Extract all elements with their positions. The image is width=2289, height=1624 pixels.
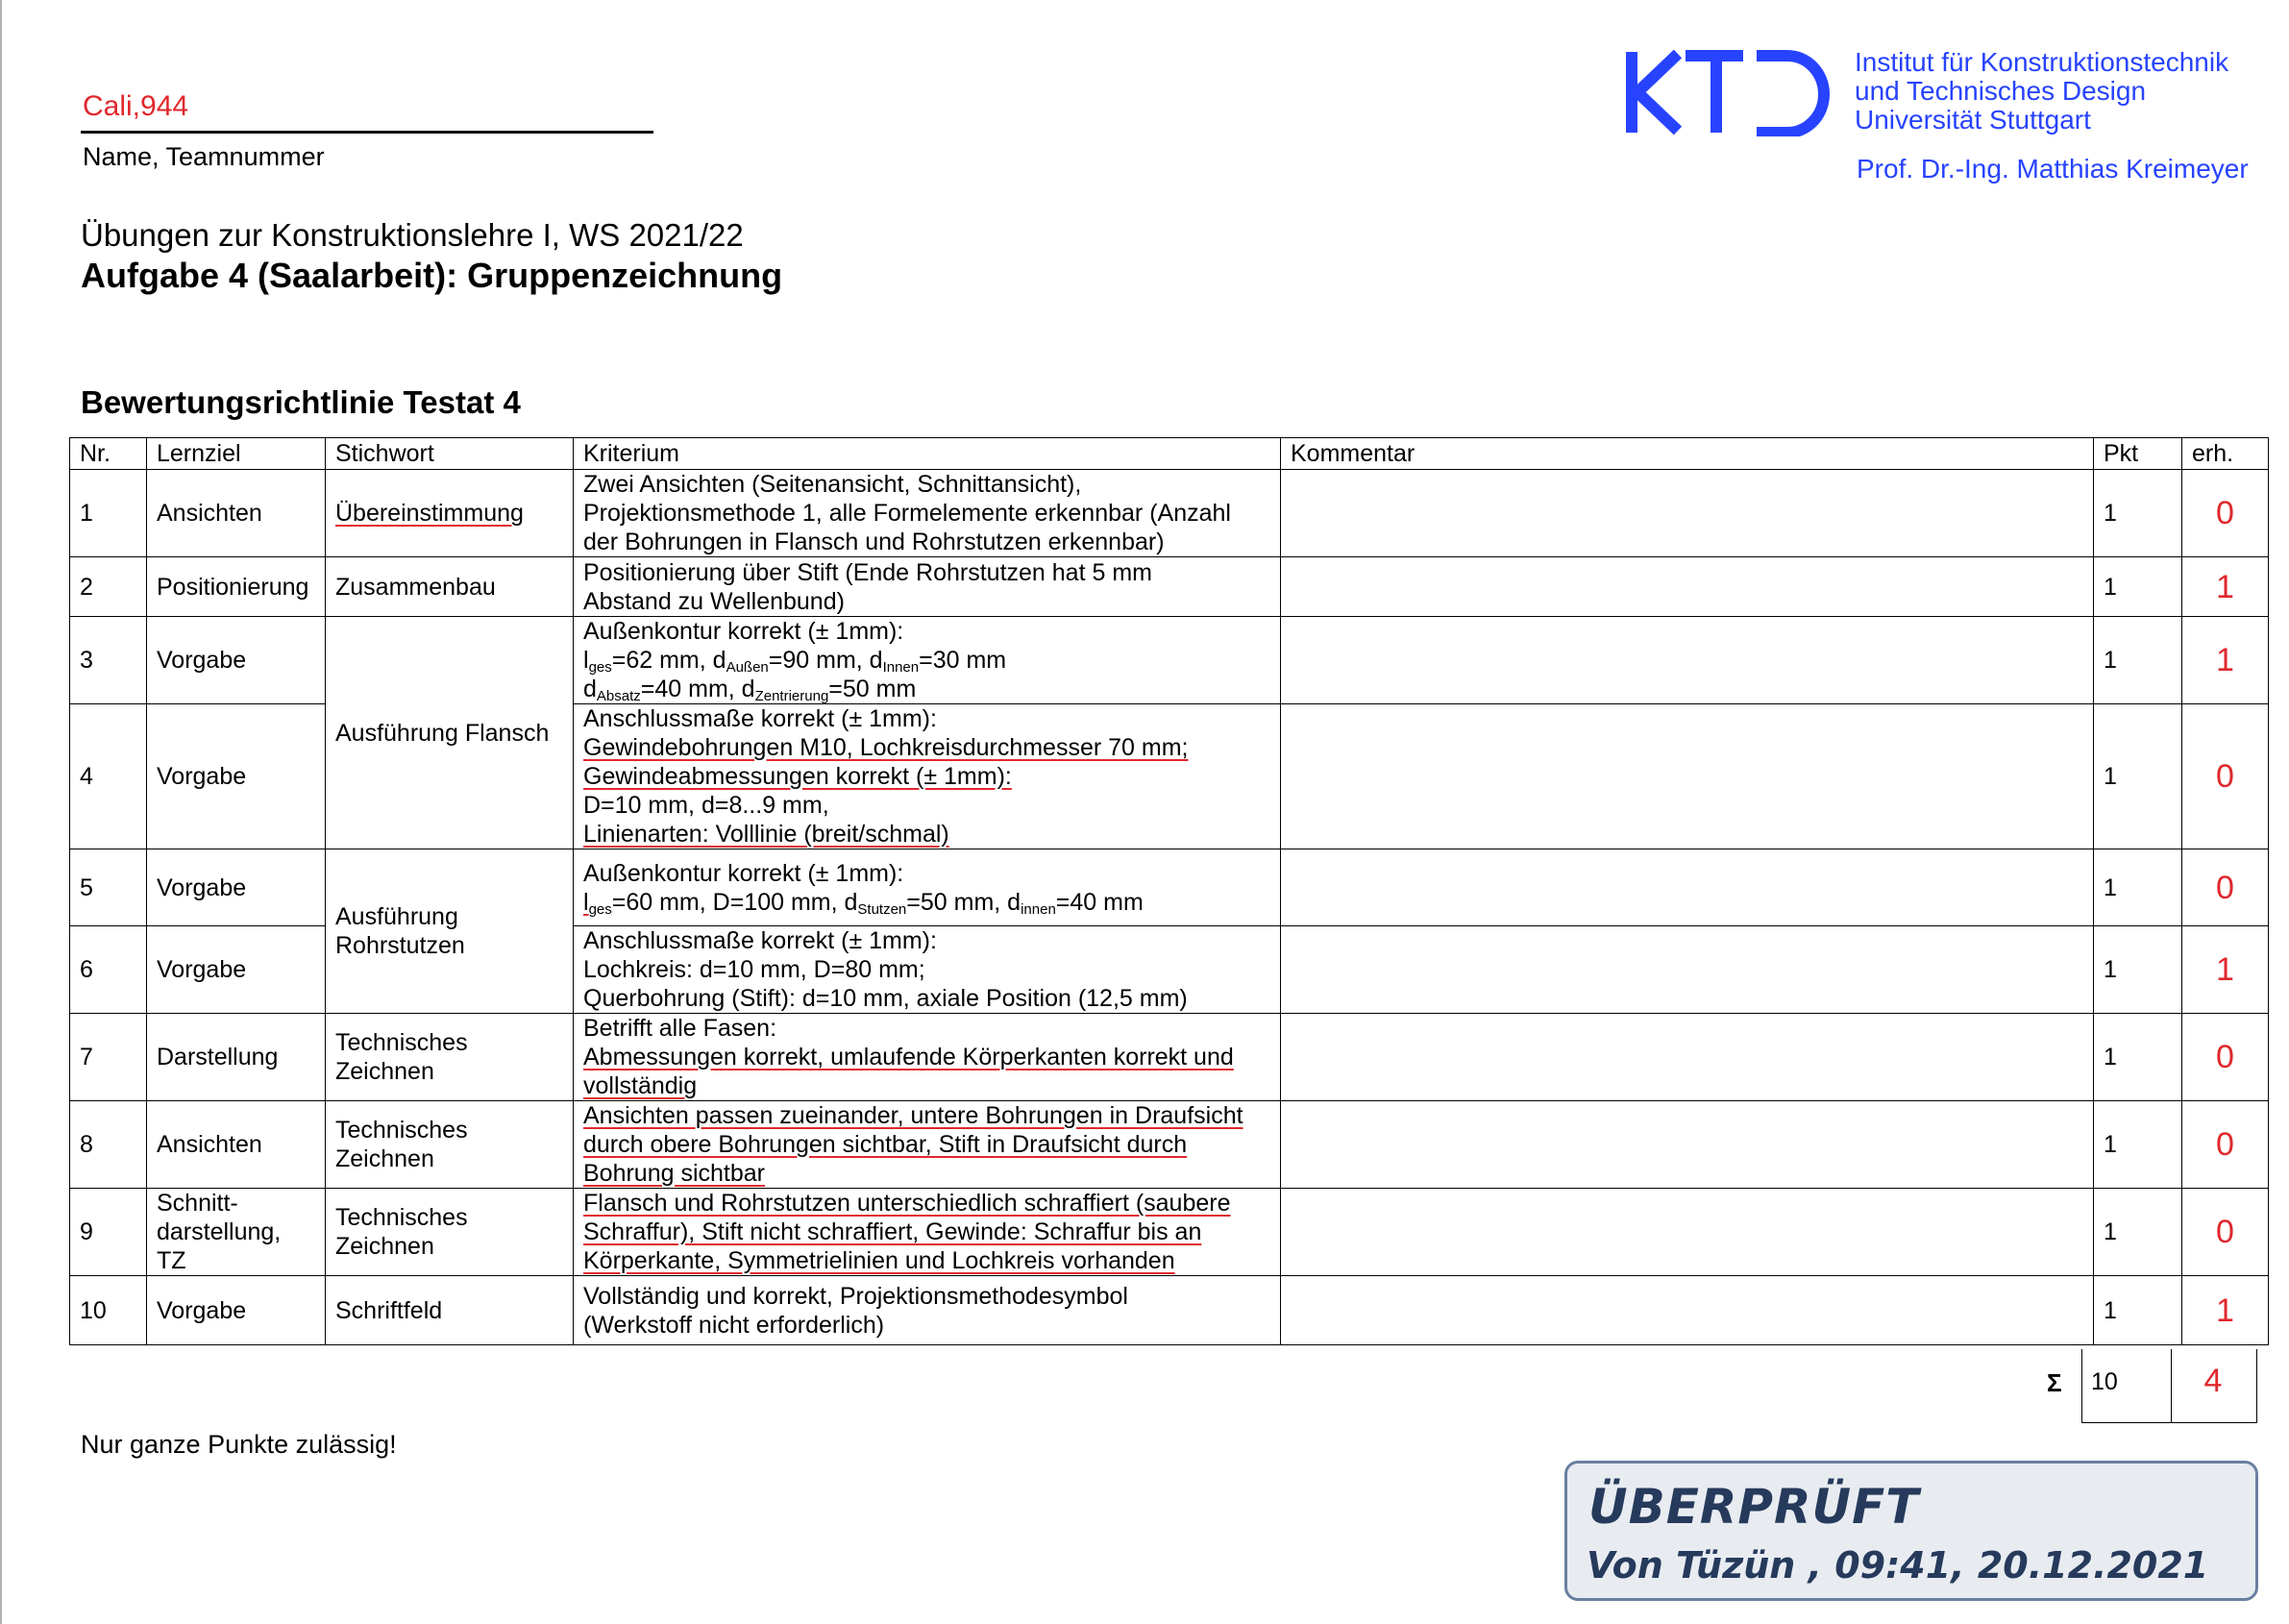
kriterium-line	[583, 675, 1270, 703]
cell-lernziel: Vorgabe	[147, 704, 326, 849]
kriterium-line: Querbohrung (Stift): d=10 mm, axiale Position (12,5 mm)	[583, 985, 1188, 1012]
cell-kommentar[interactable]	[1281, 1014, 2094, 1101]
table-header-row	[70, 438, 2269, 470]
kriterium-fragment: Körperkante, Symmetrielinien und Lochkreis vorhanden	[583, 1247, 1175, 1274]
table-row	[70, 1101, 2269, 1189]
ktd-logo	[1624, 48, 1835, 141]
kriterium-fragment: =40 mm	[1055, 888, 1144, 916]
col-header-nr: Nr.	[70, 438, 147, 470]
kriterium-line: Betrifft alle Fasen:	[583, 1015, 777, 1042]
kriterium-line: D=10 mm, d=8...9 mm,	[583, 792, 829, 819]
cell-erh: 1	[2182, 926, 2269, 1014]
cell-kriterium	[574, 849, 1281, 926]
cell-erh: 0	[2182, 704, 2269, 849]
institute-line-1: Institut für Konstruktionstechnik	[1855, 47, 2229, 77]
kriterium-fragment: Gewindebohrungen M10, Lochkreisdurchmesser 70 mm;	[583, 734, 1189, 761]
name-value: Cali,944	[83, 90, 189, 122]
kriterium-sub: Zentrierung	[754, 688, 829, 704]
points-note: Nur ganze Punkte zulässig!	[81, 1430, 397, 1459]
cell-pkt: 1	[2094, 470, 2182, 557]
kriterium-fragment: =62 mm, d	[611, 647, 726, 674]
kriterium-line: Vollständig und korrekt, Projektionsmethodesymbol	[583, 1282, 1128, 1310]
stamp-by: Von Tüzün , 09:41, 20.12.2021	[1587, 1544, 2209, 1587]
kriterium-line: Positionierung über Stift (Ende Rohrstutzen hat 5 mm	[583, 558, 1152, 586]
cell-kommentar[interactable]	[1281, 617, 2094, 704]
cell-pkt: 1	[2094, 1101, 2182, 1189]
table-row	[70, 849, 2269, 926]
table-row	[70, 1014, 2269, 1101]
kriterium-sub: Absatz	[596, 688, 641, 704]
cell-lernziel: Vorgabe	[147, 849, 326, 926]
kriterium-line: Zwei Ansichten (Seitenansicht, Schnittansicht),	[583, 471, 1082, 498]
kriterium-line	[583, 1130, 1270, 1159]
cell-lernziel: Vorgabe	[147, 617, 326, 704]
table-row	[70, 557, 2269, 617]
cell-stichwort: Schriftfeld	[326, 1276, 574, 1345]
kriterium-fragment: Flansch und Rohrstutzen unterschiedlich schraffiert (saubere	[583, 1190, 1231, 1217]
name-label: Name, Teamnummer	[83, 142, 325, 171]
kriterium-fragment: =90 mm, d	[768, 647, 883, 674]
cell-nr: 6	[70, 926, 147, 1014]
cell-kommentar[interactable]	[1281, 1101, 2094, 1189]
kriterium-fragment: Schraffur), Stift nicht schraffiert, Gewinde: Schraffur bis an	[583, 1218, 1202, 1245]
cell-stichwort: Zusammenbau	[326, 557, 574, 617]
kriterium-line	[583, 1043, 1270, 1071]
kriterium-sub: ges	[588, 659, 612, 676]
kriterium-fragment: =50 mm, d	[906, 888, 1021, 916]
kriterium-line	[583, 1218, 1270, 1246]
kriterium-fragment	[583, 889, 612, 916]
cell-pkt: 1	[2094, 1014, 2182, 1101]
cell-stichwort	[326, 470, 574, 557]
cell-kommentar[interactable]	[1281, 470, 2094, 557]
stamp-title: ÜBERPRÜFT	[1588, 1479, 1920, 1535]
kriterium-line	[583, 1246, 1270, 1275]
cell-erh: 1	[2182, 617, 2269, 704]
cell-kriterium	[574, 557, 1281, 617]
cell-lernziel: Positionierung	[147, 557, 326, 617]
kriterium-fragment: Ansichten passen zueinander, untere Bohrungen in Draufsicht	[583, 1102, 1243, 1129]
kriterium-sub: Außen	[726, 659, 769, 676]
name-underline	[81, 131, 653, 134]
cell-pkt: 1	[2094, 617, 2182, 704]
institute-name	[1855, 48, 2228, 135]
kriterium-line: Anschlussmaße korrekt (± 1mm):	[583, 705, 937, 732]
cell-pkt: 1	[2094, 1189, 2182, 1276]
grading-table	[69, 437, 2269, 1345]
cell-nr: 10	[70, 1276, 147, 1345]
kriterium-line: Außenkontur korrekt (± 1mm):	[583, 859, 904, 887]
kriterium-line: (Werkstoff nicht erforderlich)	[583, 1311, 885, 1339]
professor-name: Prof. Dr.-Ing. Matthias Kreimeyer	[1857, 154, 2249, 184]
cell-pkt: 1	[2094, 849, 2182, 926]
kriterium-sub: Innen	[882, 659, 920, 676]
page-edge	[0, 0, 2, 1624]
cell-kriterium	[574, 926, 1281, 1014]
kriterium-line: Anschlussmaße korrekt (± 1mm):	[583, 927, 937, 954]
kriterium-line: Projektionsmethode 1, alle Formelemente erkennbar (Anzahl	[583, 500, 1231, 527]
cell-kommentar[interactable]	[1281, 704, 2094, 849]
ktd-logo-icon	[1624, 48, 1835, 136]
cell-stichwort: Technisches Zeichnen	[326, 1189, 574, 1276]
kriterium-fragment: Linienarten: Volllinie (breit/schmal)	[583, 821, 949, 848]
kriterium-fragment: Abmessungen korrekt, umlaufende Körperkanten korrekt und	[583, 1044, 1234, 1070]
kriterium-fragment: durch obere Bohrungen sichtbar, Stift in Draufsicht durch	[583, 1131, 1188, 1158]
task-title: Aufgabe 4 (Saalarbeit): Gruppenzeichnung	[81, 256, 783, 295]
kriterium-fragment: =40 mm, d	[640, 676, 755, 702]
cell-pkt: 1	[2094, 1276, 2182, 1345]
table-row	[70, 617, 2269, 704]
kriterium-line: Außenkontur korrekt (± 1mm):	[583, 618, 904, 645]
cell-kommentar[interactable]	[1281, 1189, 2094, 1276]
kriterium-line	[583, 888, 1270, 917]
kriterium-sub: ges	[588, 900, 612, 918]
col-header-stichwort: Stichwort	[326, 438, 574, 470]
cell-stichwort: Ausführung Flansch	[326, 617, 574, 849]
kriterium-fragment: =60 mm, D=100 mm, d	[611, 888, 858, 916]
col-header-erh: erh.	[2182, 438, 2269, 470]
cell-kriterium	[574, 704, 1281, 849]
cell-erh: 0	[2182, 470, 2269, 557]
cell-kommentar[interactable]	[1281, 849, 2094, 926]
cell-nr: 5	[70, 849, 147, 926]
institute-line-2: und Technisches Design	[1855, 76, 2147, 106]
kriterium-line	[583, 733, 1270, 762]
cell-nr: 4	[70, 704, 147, 849]
cell-kriterium	[574, 1101, 1281, 1189]
kriterium-fragment: Bohrung sichtbar	[583, 1160, 766, 1187]
sum-erh: 4	[2203, 1363, 2223, 1399]
kriterium-line	[583, 646, 1270, 675]
table-row	[70, 470, 2269, 557]
kriterium-fragment: vollständig	[583, 1072, 698, 1099]
cell-erh: 0	[2182, 1014, 2269, 1101]
cell-stichwort: Ausführung Rohrstutzen	[326, 849, 574, 1014]
cell-kommentar[interactable]	[1281, 557, 2094, 617]
cell-kommentar[interactable]	[1281, 926, 2094, 1014]
col-header-pkt: Pkt	[2094, 438, 2182, 470]
cell-lernziel: Vorgabe	[147, 926, 326, 1014]
cell-lernziel: Ansichten	[147, 1101, 326, 1189]
cell-erh: 1	[2182, 1276, 2269, 1345]
table-row	[70, 1276, 2269, 1345]
cell-kriterium	[574, 617, 1281, 704]
kriterium-line	[583, 1189, 1270, 1218]
cell-lernziel: Schnitt-darstellung, TZ	[147, 1189, 326, 1276]
kriterium-fragment: =50 mm	[828, 676, 917, 702]
kriterium-line	[583, 1101, 1270, 1130]
kriterium-line	[583, 820, 1270, 849]
cell-pkt: 1	[2094, 926, 2182, 1014]
kriterium-line	[583, 1071, 1270, 1100]
cell-stichwort: Technisches Zeichnen	[326, 1101, 574, 1189]
cell-kriterium	[574, 1189, 1281, 1276]
sum-symbol: Σ	[2047, 1368, 2062, 1397]
stichwort-text: Übereinstimmung	[335, 500, 524, 527]
cell-lernziel: Darstellung	[147, 1014, 326, 1101]
sum-pkt: 10	[2091, 1368, 2118, 1395]
review-stamp	[1564, 1461, 2258, 1601]
cell-lernziel: Vorgabe	[147, 1276, 326, 1345]
course-title: Übungen zur Konstruktionslehre I, WS 2021/22	[81, 217, 744, 253]
cell-erh: 0	[2182, 1189, 2269, 1276]
kriterium-line: Abstand zu Wellenbund)	[583, 587, 845, 615]
cell-kommentar[interactable]	[1281, 1276, 2094, 1345]
cell-erh: 0	[2182, 849, 2269, 926]
institute-line-3: Universität Stuttgart	[1855, 105, 2091, 135]
col-header-kommentar: Kommentar	[1281, 438, 2094, 470]
cell-nr: 1	[70, 470, 147, 557]
kriterium-fragment: =30 mm	[919, 647, 1007, 674]
kriterium-line	[583, 1159, 1270, 1188]
cell-kriterium	[574, 1014, 1281, 1101]
cell-nr: 3	[70, 617, 147, 704]
cell-erh: 0	[2182, 1101, 2269, 1189]
kriterium-line: Lochkreis: d=10 mm, D=80 mm;	[583, 956, 925, 983]
cell-nr: 8	[70, 1101, 147, 1189]
kriterium-line: der Bohrungen in Flansch und Rohrstutzen erkennbar)	[583, 529, 1165, 555]
col-header-kriterium: Kriterium	[574, 438, 1281, 470]
section-title: Bewertungsrichtlinie Testat 4	[81, 384, 521, 420]
kriterium-fragment: Gewindeabmessungen korrekt (± 1mm):	[583, 763, 1012, 790]
kriterium-sub: innen	[1021, 900, 1056, 918]
kriterium-fragment: l	[583, 888, 589, 916]
kriterium-fragment: l	[583, 647, 589, 674]
kriterium-fragment: d	[583, 676, 597, 702]
kriterium-line	[583, 762, 1270, 791]
cell-nr: 9	[70, 1189, 147, 1276]
cell-nr: 2	[70, 557, 147, 617]
cell-erh: 1	[2182, 557, 2269, 617]
cell-stichwort: Technisches Zeichnen	[326, 1014, 574, 1101]
col-header-lernziel: Lernziel	[147, 438, 326, 470]
cell-kriterium	[574, 470, 1281, 557]
cell-nr: 7	[70, 1014, 147, 1101]
table-row	[70, 1189, 2269, 1276]
cell-pkt: 1	[2094, 704, 2182, 849]
cell-lernziel: Ansichten	[147, 470, 326, 557]
cell-pkt: 1	[2094, 557, 2182, 617]
cell-kriterium	[574, 1276, 1281, 1345]
kriterium-sub: Stutzen	[857, 900, 907, 918]
